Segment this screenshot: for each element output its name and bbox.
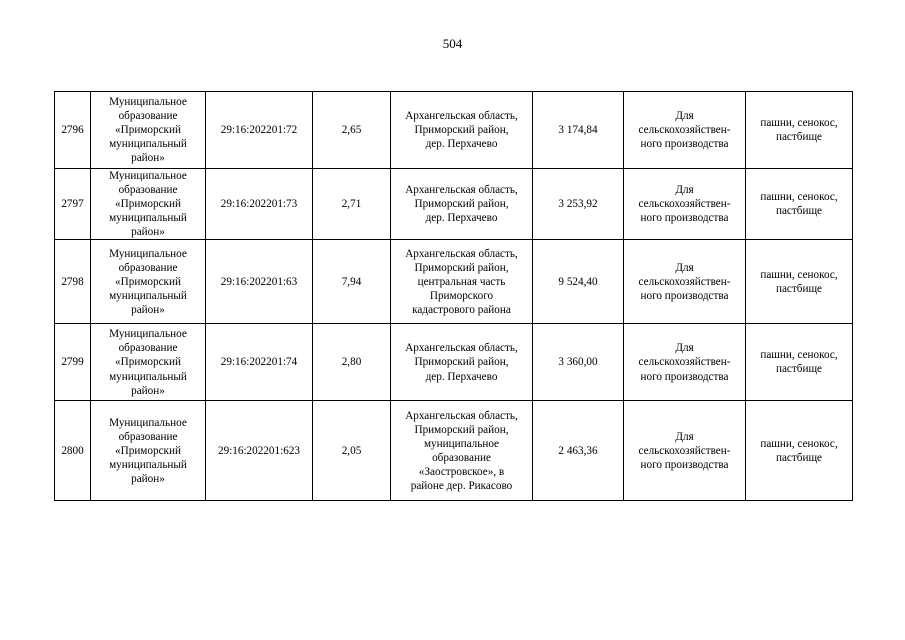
owner-cell: Муниципальное образование «Приморский муниципальный район» [91,401,206,501]
cadastral-number-cell: 29:16:202201:72 [206,92,313,169]
owner-cell: Муниципальное образование «Приморский муниципальный район» [91,240,206,324]
table-row [55,324,853,401]
owner-cell: Муниципальное образование «Приморский муниципальный район» [91,92,206,169]
page-number: 504 [442,36,463,51]
address-cell: Архангельская область, Приморский район, муниципальное образование «Заостровское», в районе дер. Рикасово [391,401,533,501]
address-cell: Архангельская область, Приморский район, дер. Перхачево [391,324,533,401]
cadastral-value-cell: 9 524,40 [533,240,624,324]
area-cell: 7,94 [313,240,391,324]
permitted-use-cell: Для сельскохозяйствен- ного производства [624,92,746,169]
cadastral-value-cell: 2 463,36 [533,401,624,501]
address-cell: Архангельская область, Приморский район, центральная часть Приморского кадастрового района [391,240,533,324]
permitted-use-cell: Для сельскохозяйствен- ного производства [624,240,746,324]
cadastral-number-cell: 29:16:202201:74 [206,324,313,401]
land-type-cell: пашни, сенокос, пастбище [746,169,853,240]
owner-cell: Муниципальное образование «Приморский муниципальный район» [91,169,206,240]
land-type-cell: пашни, сенокос, пастбище [746,324,853,401]
row-number-cell: 2798 [55,240,91,324]
cadastral-number-cell: 29:16:202201:73 [206,169,313,240]
land-type-cell: пашни, сенокос, пастбище [746,92,853,169]
address-cell: Архангельская область, Приморский район, дер. Перхачево [391,92,533,169]
table-row [55,401,853,501]
land-registry-table [54,91,853,501]
area-cell: 2,65 [313,92,391,169]
cadastral-number-cell: 29:16:202201:63 [206,240,313,324]
permitted-use-cell: Для сельскохозяйствен- ного производства [624,324,746,401]
cadastral-number-cell: 29:16:202201:623 [206,401,313,501]
area-cell: 2,71 [313,169,391,240]
cadastral-value-cell: 3 360,00 [533,324,624,401]
table-row [55,92,853,169]
permitted-use-cell: Для сельскохозяйствен- ного производства [624,169,746,240]
area-cell: 2,05 [313,401,391,501]
cadastral-value-cell: 3 253,92 [533,169,624,240]
row-number-cell: 2796 [55,92,91,169]
row-number-cell: 2797 [55,169,91,240]
permitted-use-cell: Для сельскохозяйствен- ного производства [624,401,746,501]
address-cell: Архангельская область, Приморский район, дер. Перхачево [391,169,533,240]
table-row [55,169,853,240]
cadastral-value-cell: 3 174,84 [533,92,624,169]
row-number-cell: 2799 [55,324,91,401]
table-row [55,240,853,324]
row-number-cell: 2800 [55,401,91,501]
land-type-cell: пашни, сенокос, пастбище [746,240,853,324]
area-cell: 2,80 [313,324,391,401]
owner-cell: Муниципальное образование «Приморский муниципальный район» [91,324,206,401]
land-type-cell: пашни, сенокос, пастбище [746,401,853,501]
